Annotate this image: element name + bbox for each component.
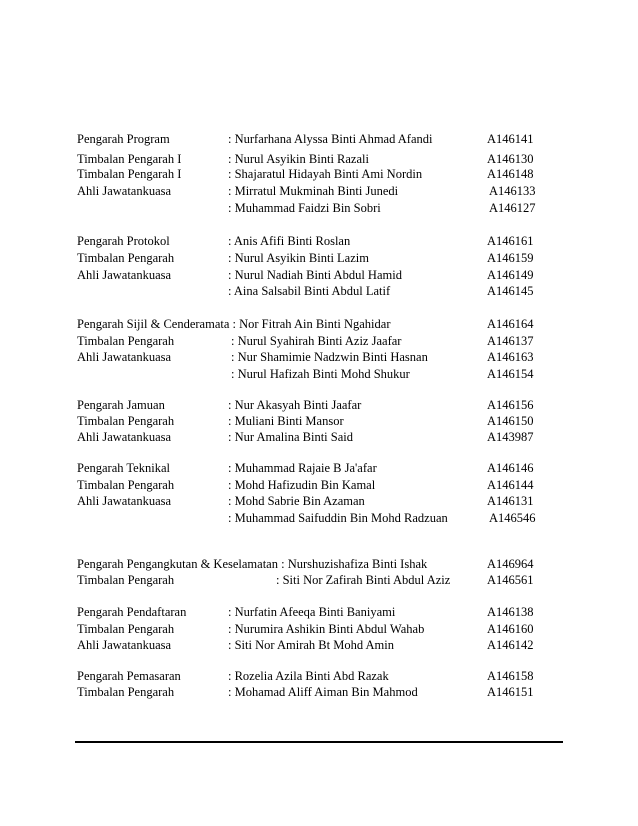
committee-row	[0, 366, 638, 382]
role-label: Timbalan Pengarah	[77, 251, 175, 265]
member-id: A146964	[487, 557, 534, 571]
member-name: : Nurul Asyikin Binti Razali	[228, 152, 369, 166]
member-id: A146142	[487, 638, 534, 652]
role-label: Ahli Jawatankuasa	[77, 184, 172, 198]
committee-row	[0, 200, 638, 216]
role-label: Ahli Jawatankuasa	[77, 430, 172, 444]
member-name: : Muhammad Saifuddin Bin Mohd Radzuan	[228, 511, 448, 525]
committee-row	[0, 413, 638, 429]
committee-row	[0, 333, 638, 349]
member-id: A146546	[489, 511, 536, 525]
role-label: Pengarah Protokol	[77, 234, 170, 248]
committee-row	[0, 131, 638, 147]
member-id: A146154	[487, 367, 534, 381]
committee-row	[0, 637, 638, 653]
member-name: : Nurul Asyikin Binti Lazim	[228, 251, 369, 265]
committee-row	[0, 668, 638, 684]
role-label: Timbalan Pengarah	[77, 685, 175, 699]
committee-row	[0, 429, 638, 445]
role-label: Pengarah Program	[77, 132, 170, 146]
member-name: : Muliani Binti Mansor	[228, 414, 344, 428]
member-id: A146131	[487, 494, 534, 508]
footer-divider-line	[75, 741, 563, 743]
member-name: : Mohd Sabrie Bin Azaman	[228, 494, 365, 508]
member-name: : Nur Amalina Binti Said	[228, 430, 353, 444]
committee-row	[0, 166, 638, 182]
member-id: A146127	[489, 201, 536, 215]
role-label: Timbalan Pengarah	[77, 334, 175, 348]
member-id: A146130	[487, 152, 534, 166]
member-name: : Muhammad Rajaie B Ja'afar	[228, 461, 377, 475]
committee-row	[0, 556, 638, 572]
committee-row	[0, 572, 638, 588]
member-id: A146144	[487, 478, 534, 492]
member-id: A146148	[487, 167, 534, 181]
member-name: : Shajaratul Hidayah Binti Ami Nordin	[228, 167, 423, 181]
member-id: A146159	[487, 251, 534, 265]
role-label: Timbalan Pengarah I	[77, 167, 182, 181]
member-name: : Nurumira Ashikin Binti Abdul Wahab	[228, 622, 425, 636]
committee-row	[0, 349, 638, 365]
member-id: A146163	[487, 350, 534, 364]
member-id: A146561	[487, 573, 534, 587]
member-id: A146146	[487, 461, 534, 475]
committee-row	[0, 233, 638, 249]
role-label: Pengarah Sijil & Cenderamata : Nor Fitrah Ain Binti Ngahidar	[77, 317, 391, 331]
member-name: : Nurfarhana Alyssa Binti Ahmad Afandi	[228, 132, 433, 146]
member-id: A146161	[487, 234, 534, 248]
member-id: A146150	[487, 414, 534, 428]
committee-row	[0, 283, 638, 299]
member-id: A146138	[487, 605, 534, 619]
committee-row	[0, 621, 638, 637]
member-name: : Siti Nor Zafirah Binti Abdul Aziz	[276, 573, 451, 587]
role-label: Ahli Jawatankuasa	[77, 268, 172, 282]
committee-row	[0, 510, 638, 526]
role-label: Pengarah Pemasaran	[77, 669, 181, 683]
role-label: Pengarah Jamuan	[77, 398, 165, 412]
committee-row	[0, 460, 638, 476]
member-id: A146160	[487, 622, 534, 636]
member-name: : Siti Nor Amirah Bt Mohd Amin	[228, 638, 394, 652]
role-label: Ahli Jawatankuasa	[77, 350, 172, 364]
committee-row	[0, 397, 638, 413]
member-id: A146151	[487, 685, 534, 699]
member-id: A146145	[487, 284, 534, 298]
member-id: A146164	[487, 317, 534, 331]
committee-row	[0, 477, 638, 493]
member-name: : Mirratul Mukminah Binti Junedi	[228, 184, 399, 198]
member-name: : Nur Akasyah Binti Jaafar	[228, 398, 362, 412]
member-id: A146149	[487, 268, 534, 282]
member-name: : Muhammad Faidzi Bin Sobri	[228, 201, 381, 215]
member-id: A143987	[487, 430, 534, 444]
committee-row	[0, 250, 638, 266]
member-id: A146137	[487, 334, 534, 348]
committee-row	[0, 267, 638, 283]
role-label: Timbalan Pengarah	[77, 573, 175, 587]
member-name: : Aina Salsabil Binti Abdul Latif	[228, 284, 391, 298]
role-label: Ahli Jawatankuasa	[77, 494, 172, 508]
member-name: : Rozelia Azila Binti Abd Razak	[228, 669, 389, 683]
member-name: : Mohamad Aliff Aiman Bin Mahmod	[228, 685, 418, 699]
member-name: : Nurul Hafizah Binti Mohd Shukur	[231, 367, 410, 381]
role-label: Pengarah Pengangkutan & Keselamatan : Nurshuzishafiza Binti Ishak	[77, 557, 428, 571]
committee-row	[0, 604, 638, 620]
role-label: Timbalan Pengarah	[77, 414, 175, 428]
role-label: Timbalan Pengarah I	[77, 152, 182, 166]
member-id: A146158	[487, 669, 534, 683]
committee-row	[0, 493, 638, 509]
member-id: A146141	[487, 132, 534, 146]
member-name: : Nurfatin Afeeqa Binti Baniyami	[228, 605, 396, 619]
role-label: Pengarah Pendaftaran	[77, 605, 187, 619]
committee-row	[0, 316, 638, 332]
member-name: : Mohd Hafizudin Bin Kamal	[228, 478, 376, 492]
member-id: A146156	[487, 398, 534, 412]
role-label: Timbalan Pengarah	[77, 622, 175, 636]
role-label: Pengarah Teknikal	[77, 461, 170, 475]
role-label: Ahli Jawatankuasa	[77, 638, 172, 652]
committee-row	[0, 684, 638, 700]
committee-row	[0, 151, 638, 167]
committee-row	[0, 183, 638, 199]
member-name: : Anis Afifi Binti Roslan	[228, 234, 351, 248]
member-name: : Nur Shamimie Nadzwin Binti Hasnan	[231, 350, 428, 364]
member-name: : Nurul Syahirah Binti Aziz Jaafar	[231, 334, 402, 348]
member-id: A146133	[489, 184, 536, 198]
role-label: Timbalan Pengarah	[77, 478, 175, 492]
member-name: : Nurul Nadiah Binti Abdul Hamid	[228, 268, 402, 282]
